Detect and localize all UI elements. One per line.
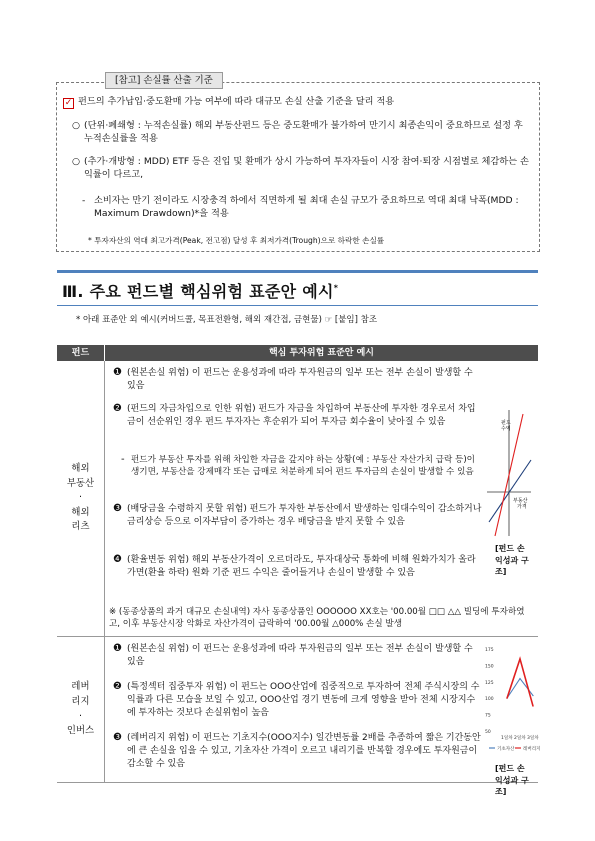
chart-caption: [펀드 손익성과 구조] — [495, 544, 529, 577]
y-tick-label: 75 — [485, 713, 491, 719]
section-rule-bottom — [57, 305, 538, 306]
payoff-chart — [485, 406, 533, 538]
header-fund: 펀드 — [57, 345, 105, 361]
chart-y-label: 펀드 — [501, 420, 511, 426]
reference-point-mdd — [82, 194, 534, 221]
item-text: (펀드의 자금차입으로 인한 위험) 펀드가 자금을 차입하여 부동산에 투자한 경우로서 차입금이 선순위인 경우 펀드 투자자는 후순위가 되어 투자금 회수율이 낮아질 수 있음 — [127, 404, 476, 428]
item-text: (원본손실 위험) 이 펀드는 운용성과에 따라 투자원금의 일부 또는 전부 손실이 발생할 수 있음 — [127, 368, 473, 392]
row-label-line: 부동산 — [66, 477, 95, 489]
item-number: ❸ — [113, 503, 122, 514]
table-row-real-estate — [57, 361, 538, 637]
reference-point-main-text: 펀드의 추가납입·중도환매 가능 여부에 따라 대규모 손실 산출 기준을 달리 적용 — [78, 96, 395, 107]
list-item — [113, 643, 483, 669]
section-title-text: Ⅲ. 주요 펀드별 핵심위험 표준안 예시 — [62, 282, 334, 301]
row-label — [57, 637, 105, 782]
item-text: (원본손실 위험) 이 펀드는 운용성과에 따라 투자원금의 일부 또는 전부 손실이 발생할 수 있음 — [127, 644, 473, 668]
data-point — [506, 698, 507, 699]
item-number: ❷ — [113, 681, 122, 692]
series-line-leverage — [507, 659, 533, 706]
reference-point-open — [72, 155, 534, 182]
list-item — [113, 732, 483, 771]
risk-table — [57, 345, 541, 797]
chart-x-label: 부동산 — [513, 498, 528, 504]
item-text: (환율변동 위험) 해외 부동산가격이 오르더라도, 투자대상국 통화에 비해 원화가치가 올라가면(환율 하락) 원화 기준 펀드 수익은 줄어들거나 손실이 발생할 수 있음 — [127, 555, 476, 579]
row-label-line: · — [79, 710, 82, 722]
y-tick-label: 150 — [485, 664, 494, 670]
list-item — [121, 454, 483, 479]
list-item — [113, 554, 483, 580]
row-label-line: 해외 — [71, 506, 90, 518]
list-item — [113, 367, 483, 393]
list-item — [113, 681, 483, 720]
y-tick-label: 175 — [485, 648, 494, 653]
legend-label: 레버리지 — [523, 747, 541, 752]
item-number: ❶ — [113, 643, 122, 654]
table-header — [57, 345, 538, 361]
table-row-leverage — [57, 637, 541, 797]
reference-point-closed — [72, 119, 534, 146]
item-number: ❹ — [113, 554, 122, 565]
row-label-line: 리지 — [71, 695, 90, 707]
circle-bullet-icon: ○ — [72, 120, 81, 131]
data-point — [532, 695, 533, 696]
chart-x-label: 가격 — [517, 504, 527, 510]
reference-footnote: * 투자자산의 역대 최고가격(Peak, 전고점) 달성 후 최저가격(Trough)으로 하락한 손실률 — [88, 236, 385, 245]
reference-point-closed-text: (단위·폐쇄형 : 누적손실률) 해외 부동산펀드 등은 중도환매가 불가하여 만기시 최종손익이 중요하므로 설정 후 누적손실률을 적용 — [84, 120, 523, 145]
item-dash: - — [121, 454, 125, 465]
row-body — [113, 637, 541, 797]
item-number: ❷ — [113, 403, 122, 414]
checkbox-icon: ✓ — [64, 98, 73, 108]
item-number: ❶ — [113, 367, 122, 378]
section-note: * 아래 표준안 외 예시(커버드콜, 목표전환형, 해외 재간접, 금현물) ☞ [붙임] 참조 — [76, 315, 378, 325]
item-text: (배당금을 수령하지 못할 위험) 펀드가 투자한 부동산에서 발생하는 임대수익이 감소하거나 금리상승 등으로 이자부담이 증가하는 경우 배당금을 받지 못할 수 있음 — [127, 504, 482, 528]
item-text: (특정섹터 집중투자 위험) 이 펀드는 OOO산업에 집중적으로 투자하여 전체 주식시장의 수익률과 다른 모습을 보일 수 있고, OOO산업 경기 변동에 크게 영향을 받아 전체 시장지수에 투자하는 것보다 손실위험이 높음 — [127, 682, 480, 719]
row-label-line: 인버스 — [66, 725, 95, 737]
x-tick-label: 3일차 — [527, 736, 539, 741]
data-point — [519, 678, 520, 679]
circle-bullet-icon: ○ — [72, 156, 81, 167]
reference-point-mdd-text: 소비자는 만기 전이라도 시장충격 하에서 직면하게 될 최대 손실 규모가 중요하므로 역대 최대 낙폭(MDD : Maximum Drawdown)*을 적용 — [94, 195, 519, 220]
section-title-mark: * — [333, 283, 339, 293]
list-item — [113, 503, 483, 529]
item-text: 펀드가 부동산 투자를 위해 차입한 자금을 갚지야 하는 상황(예 : 부동산 자산가치 급락 등)이 생기면, 부동산을 강제매각 또는 급매로 처분하게 되어 펀드 투자금의 손실이 발생할 수 있음 — [131, 455, 475, 478]
reference-tag: [참고] 손실률 산출 기준 — [105, 72, 223, 89]
row-label — [57, 361, 105, 636]
x-tick-label: 2일차 — [514, 736, 526, 741]
y-tick-label: 50 — [485, 730, 491, 735]
x-tick-label: 1일차 — [501, 736, 513, 741]
item-number: ❸ — [113, 732, 122, 743]
section-title — [62, 280, 338, 303]
chart-caption: [펀드 손익성과 구조] — [495, 764, 529, 797]
list-item — [113, 403, 483, 429]
header-risk: 핵심 투자위험 표준안 예시 — [268, 348, 375, 358]
leverage-chart — [485, 643, 541, 759]
row-label-line: 리츠 — [71, 521, 90, 533]
item-text: (레버리지 위험) 이 펀드는 기초지수(OOO지수) 일간변동률 2배를 추종하여 짧은 기간동안에 큰 손실을 입을 수 있고, 기초자산 가격이 오르고 내리기를 반복할 경우에도 투자원금이 감소할 수 있음 — [127, 733, 481, 770]
data-point — [519, 658, 520, 659]
reference-point-main — [63, 95, 533, 109]
y-tick-label: 125 — [485, 680, 494, 686]
row-body — [109, 361, 532, 636]
reference-point-open-text: (추가·개방형 : MDD) ETF 등은 진입 및 환매가 상시 가능하여 투자자들이 시장 참여·퇴장 시점별로 체감하는 손익률이 다르고, — [84, 156, 529, 181]
row-label-line: 해외 — [71, 463, 90, 475]
row-label-line: 레버 — [71, 681, 90, 693]
chart-y-label: 수익 — [501, 426, 511, 432]
y-tick-label: 100 — [485, 697, 494, 703]
dash-bullet: - — [82, 195, 86, 206]
legend-label: 기초자산 — [497, 747, 515, 752]
data-point — [532, 705, 533, 706]
row-label-line: · — [79, 492, 82, 504]
table-footnote: ※ (동종상품의 과거 대규모 손실내역) 자사 동종상품인 OOOOOO XX호는 '00.00월 □□ △△ 빌딩에 투자하였고, 이후 부동산시장 악화로 자산가격이 급락하여 '00.00월 △000% 손실 발생 — [109, 607, 525, 630]
section-rule-top — [57, 270, 538, 273]
